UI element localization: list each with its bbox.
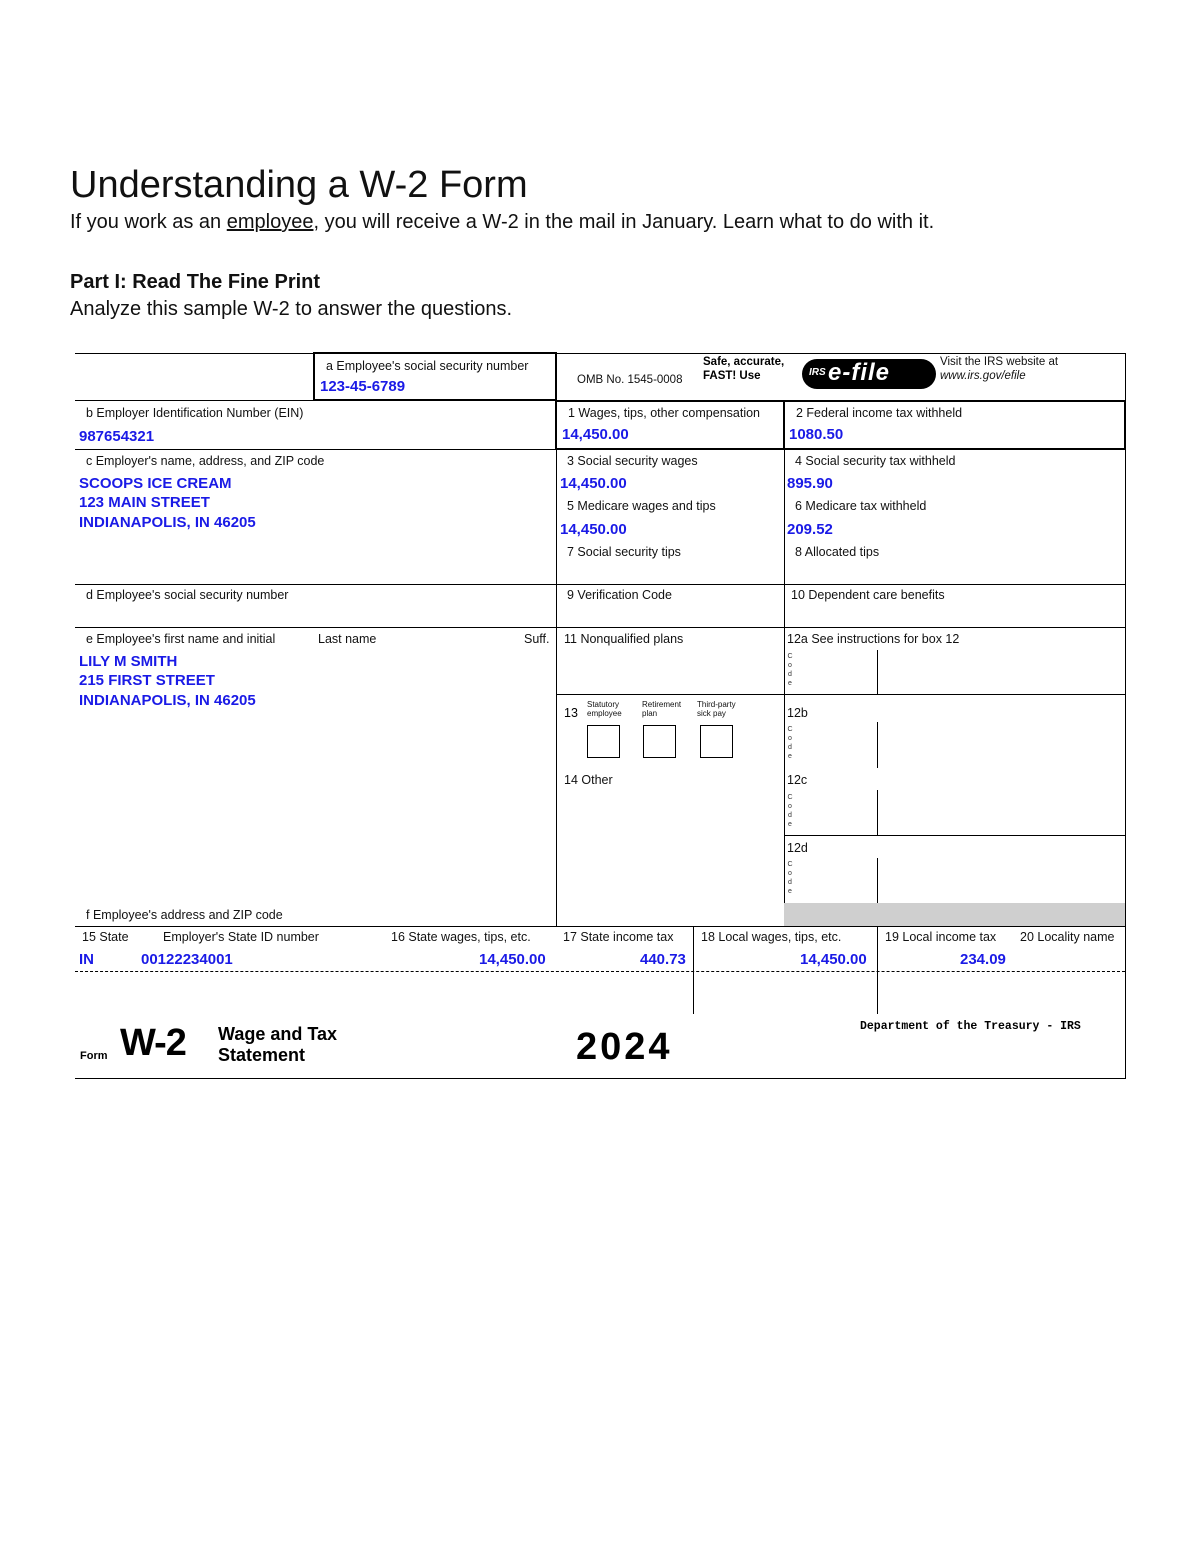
code-letter: o [788,662,792,669]
visit-line1: Visit the IRS website at [940,356,1059,368]
form-title-line1: Wage and Tax [218,1024,338,1044]
code-letter: C [787,726,793,733]
department-label: Department of the Treasury - IRS [860,1020,1081,1033]
code-letter: e [788,753,792,760]
code-letter: e [788,821,792,828]
form-name: W-2 [120,1022,186,1064]
box-e-label: e Employee's first name and initial [86,632,276,646]
box-18-label: 18 Local wages, tips, etc. [701,930,842,944]
box-16-label: 16 State wages, tips, etc. [391,930,531,944]
box-3-label: 3 Social security wages [567,454,698,468]
thirdparty-checkbox[interactable] [700,725,733,758]
box-5-label: 5 Medicare wages and tips [567,499,716,513]
box-12b-label: 12b [787,706,808,720]
employer-line1: SCOOPS ICE CREAM [79,475,232,492]
box-1-value: 14,450.00 [562,426,629,443]
code-letter: o [788,870,792,877]
box-b-label: b Employer Identification Number (EIN) [86,406,304,420]
thirdparty-line1: Third-party [697,700,736,709]
code-letter: C [787,653,793,660]
retirement-checkbox[interactable] [643,725,676,758]
code-letter: d [788,812,792,819]
box-14-label: 14 Other [564,773,613,787]
efile-logo [802,359,936,389]
efile-irs-text: IRS [809,367,826,378]
box-6-label: 6 Medicare tax withheld [795,499,927,513]
employee-link[interactable]: employee [226,211,314,233]
shaded-area [784,903,1125,926]
box-a-value: 123-45-6789 [320,378,406,395]
retirement-line2: plan [642,709,658,718]
intro-after: , you will receive a W-2 in the mail in January. Learn what to do with it. [313,211,935,233]
box-9-label: 9 Verification Code [567,588,672,602]
code-letter: e [788,888,792,895]
box-1-label: 1 Wages, tips, other compensation [568,406,760,420]
thirdparty-label [697,700,736,718]
box-4-value: 895.90 [787,475,833,492]
box-20-label: 20 Locality name [1020,930,1115,944]
code-letter: o [788,735,792,742]
box-5-value: 14,450.00 [560,521,627,538]
box-17-value: 440.73 [640,951,686,968]
box-19-value: 234.09 [960,951,1006,968]
box-2-label: 2 Federal income tax withheld [796,406,963,420]
statutory-line2: employee [587,709,622,718]
box-a-label: a Employee's social security number [326,359,529,373]
visit-line2: www.irs.gov/efile [940,370,1026,382]
statutory-label [587,700,622,718]
code-letter: C [787,794,793,801]
employee-line3: INDIANAPOLIS, IN 46205 [79,692,256,709]
statutory-checkbox[interactable] [587,725,620,758]
box-17-label: 17 State income tax [563,930,674,944]
efile-text: e-file [828,359,891,386]
code-letter: d [788,879,792,886]
part-subtitle: Analyze this sample W-2 to answer the questions. [70,298,513,320]
form-word: Form [80,1050,108,1062]
box-10-label: 10 Dependent care benefits [791,588,945,602]
intro-before: If you work as an [70,211,227,233]
state-row-dotted [75,971,1125,972]
code-letter: C [787,861,793,868]
state-id-label: Employer's State ID number [163,930,319,944]
box-f-label: f Employee's address and ZIP code [86,908,283,922]
box-3-value: 14,450.00 [560,475,627,492]
state-id-value: 00122234001 [141,951,233,968]
box-12a-label: 12a See instructions for box 12 [787,632,960,646]
employer-line2: 123 MAIN STREET [79,494,210,511]
retirement-line1: Retirement [642,700,682,709]
box-12c-code [786,793,794,829]
box-13-number: 13 [564,706,578,720]
box-d-label: d Employee's social security number [86,588,289,602]
safe-line1: Safe, accurate, [703,356,785,368]
code-letter: o [788,803,792,810]
box-16-value: 14,450.00 [479,951,546,968]
employee-line1: LILY M SMITH [79,653,178,670]
box-2-value: 1080.50 [789,426,844,443]
box-8-label: 8 Allocated tips [795,545,880,559]
state-value: IN [79,951,94,968]
employee-line2: 215 FIRST STREET [79,672,215,689]
box-12b-code [786,725,794,761]
suff-label: Suff. [524,632,550,646]
box-4-label: 4 Social security tax withheld [795,454,956,468]
form-title-line2: Statement [218,1045,306,1065]
statutory-line1: Statutory [587,700,620,709]
retirement-label [642,700,681,718]
box-b-value: 987654321 [79,428,155,445]
box-19-label: 19 Local income tax [885,930,997,944]
box-18-value: 14,450.00 [800,951,867,968]
part-title: Part I: Read The Fine Print [70,271,321,293]
box-11-label: 11 Nonqualified plans [564,632,684,646]
thirdparty-line2: sick pay [697,709,726,718]
employer-line3: INDIANAPOLIS, IN 46205 [79,514,256,531]
omb-number: OMB No. 1545-0008 [577,374,683,386]
box-7-label: 7 Social security tips [567,545,681,559]
code-letter: d [788,671,792,678]
page-title: Understanding a W-2 Form [70,164,528,206]
code-letter: e [788,680,792,687]
box-c-label: c Employer's name, address, and ZIP code [86,454,325,468]
box-12c-label: 12c [787,773,808,787]
box-15-label: 15 State [82,930,129,944]
safe-line2: FAST! Use [703,370,761,382]
code-letter: d [788,744,792,751]
box-6-value: 209.52 [787,521,833,538]
form-year: 2024 [576,1026,673,1068]
box-12d-code [786,860,794,896]
box-12a-code [786,652,794,688]
last-name-label: Last name [318,632,377,646]
box-12d-label: 12d [787,841,808,855]
